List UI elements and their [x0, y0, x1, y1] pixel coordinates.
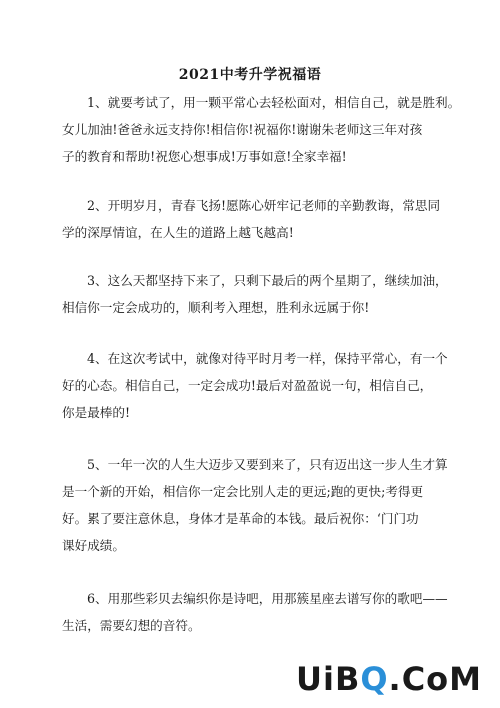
- paragraph-2: [62, 192, 441, 246]
- paragraph-line: 生活，需要幻想的音符。: [62, 618, 201, 633]
- paragraph-line: 好的心态。相信自己，一定会成功!最后对盈盈说一句，相信自己，: [62, 378, 433, 393]
- paragraph-line: 学的深厚情谊，在人生的道路上越飞越高!: [62, 225, 294, 240]
- paragraph-5: [62, 451, 448, 559]
- paragraph-line: 3、这么天都坚持下来了，只剩下最后的两个星期了，继续加油，: [87, 273, 448, 288]
- paragraph-1: [62, 89, 461, 170]
- paragraph-line: 好。累了要注意休息，身体才是革命的本钱。最后祝你：‘门门功: [62, 511, 419, 526]
- paragraph-line: 你是最棒的!: [62, 405, 131, 420]
- site-watermark: [296, 660, 482, 698]
- document-title: 2021中考升学祝福语: [178, 67, 322, 83]
- paragraph-line: 4、在这次考试中，就像对待平时月考一样，保持平常心，有一个: [87, 351, 448, 366]
- paragraph-line: 2、开明岁月，青春飞扬!愿陈心妍牢记老师的辛勤教诲，常思同: [87, 198, 441, 213]
- paragraph-line: 相信你一定会成功的，顺利考入理想，胜利永远属于你!: [62, 300, 370, 315]
- watermark-text: .CoM: [388, 660, 482, 698]
- watermark-text-accent: Q: [360, 660, 389, 698]
- paragraph-3: [62, 267, 448, 321]
- paragraph-line: 是一个新的开始，相信你一定会比别人走的更远;跑的更快;考得更: [62, 484, 424, 499]
- watermark-text: UiB: [295, 660, 361, 698]
- paragraph-line: 课好成绩。: [62, 538, 125, 553]
- paragraph-line: 女儿加油!爸爸永远支持你!相信你!祝福你!谢谢朱老师这三年对孩: [62, 122, 423, 137]
- paragraph-line: 1、就要考试了，用一颗平常心去轻松面对，相信自己，就是胜利。: [87, 95, 461, 110]
- paragraph-6: [62, 585, 448, 639]
- paragraph-line: 6、用那些彩贝去编织你是诗吧，用那簇星座去谱写你的歌吧——: [87, 591, 448, 606]
- paragraph-line: 5、一年一次的人生大迈步又要到来了，只有迈出这一步人生才算: [87, 457, 448, 472]
- paragraph-4: [62, 345, 448, 426]
- paragraph-line: 子的教育和帮助!祝您心想事成!万事如意!全家幸福!: [62, 149, 347, 164]
